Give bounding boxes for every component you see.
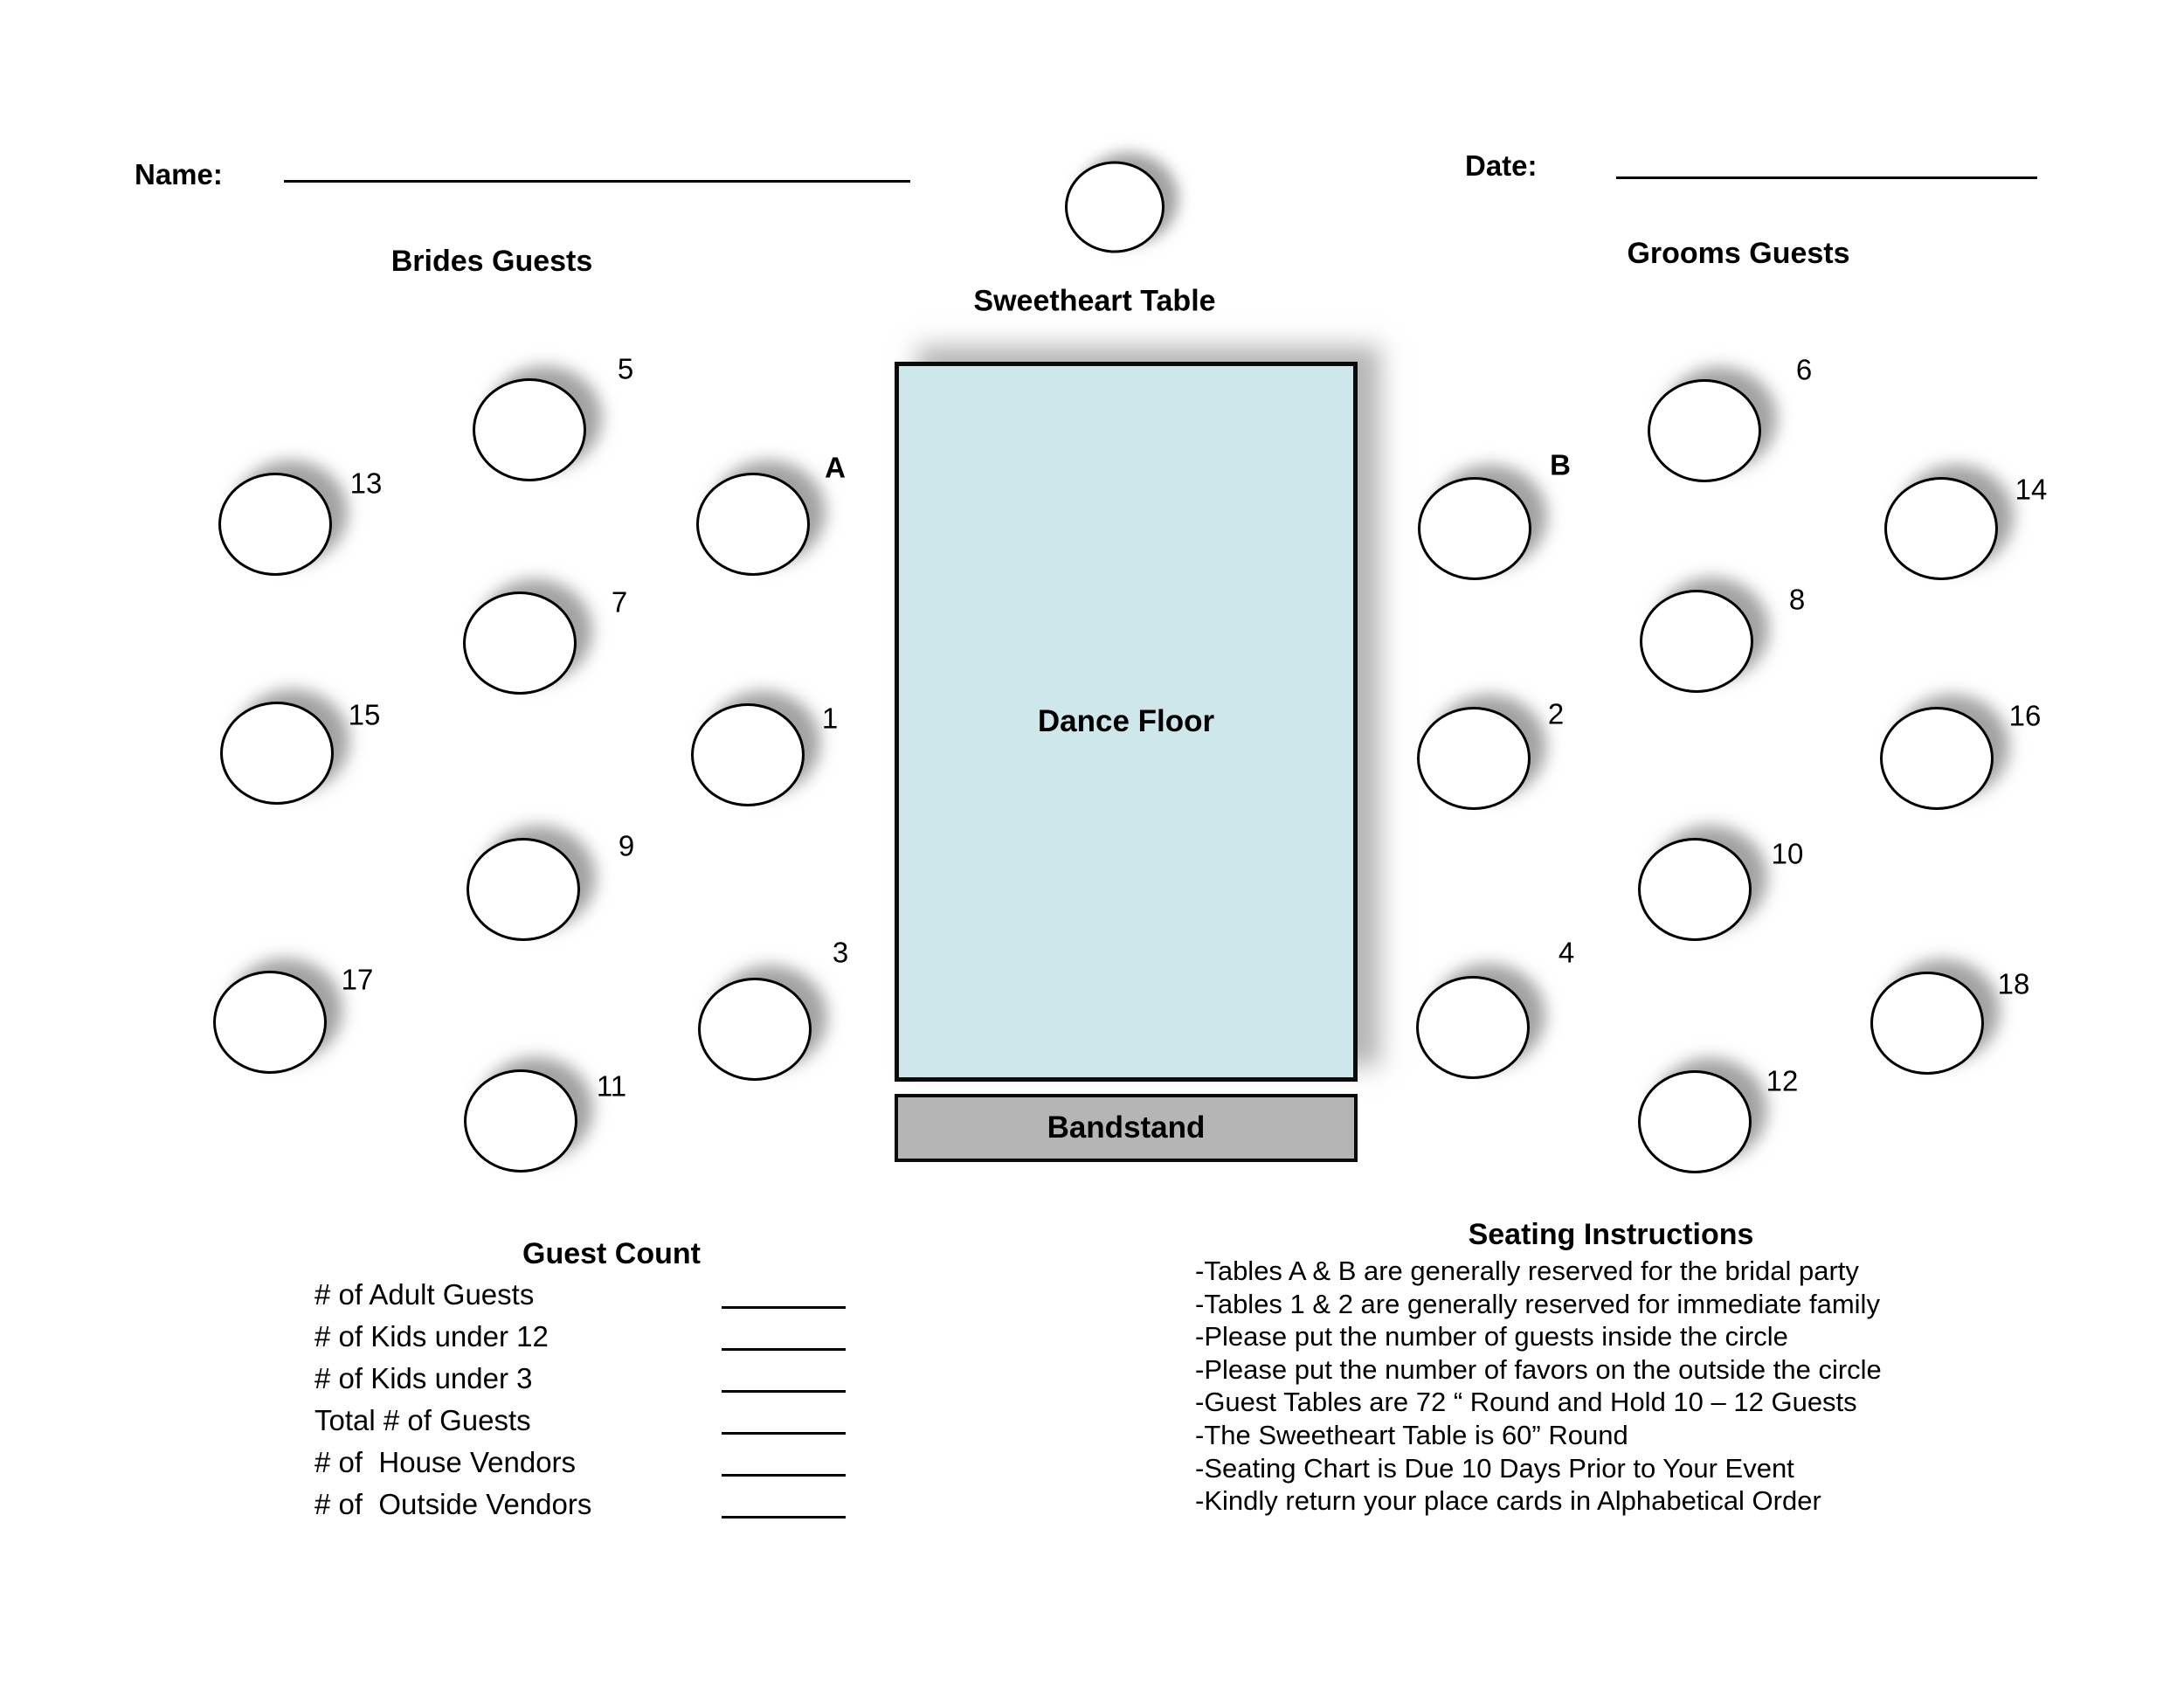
guest-table-circle-12[interactable] (1638, 1070, 1752, 1173)
table-label-18: 18 (1997, 967, 2030, 1000)
guest-table-circle-13[interactable] (218, 473, 332, 576)
guest-table-circle-4[interactable] (1416, 976, 1530, 1079)
bandstand-label: Bandstand (1047, 1110, 1206, 1145)
guest-count-row (314, 1400, 909, 1442)
guest-table-circle-11[interactable] (464, 1069, 577, 1173)
name-label: Name: (135, 158, 223, 190)
guest-count-row-label: # of Outside Vendors (314, 1488, 592, 1520)
guest-table-circle-1[interactable] (691, 703, 805, 806)
sweetheart-table-label: Sweetheart Table (973, 284, 1216, 318)
guest-count-blank-line[interactable] (722, 1348, 846, 1351)
guest-count-title: Guest Count (522, 1237, 701, 1270)
table-label-3: 3 (832, 936, 849, 969)
guest-table-circle-3[interactable] (698, 978, 812, 1081)
dance-floor-label: Dance Floor (1037, 704, 1215, 738)
table-label-16: 16 (2008, 699, 2042, 732)
guest-count-row-label: # of Adult Guests (314, 1278, 535, 1311)
table-label-8: 8 (1788, 583, 1806, 616)
guest-count-row-label: # of House Vendors (314, 1446, 577, 1478)
guest-table-circle-10[interactable] (1638, 838, 1752, 941)
name-input-line[interactable] (284, 180, 910, 183)
guest-count-blank-line[interactable] (722, 1474, 846, 1477)
guest-count-row-label: Total # of Guests (314, 1404, 531, 1436)
table-label-6: 6 (1795, 353, 1813, 386)
seating-instructions-title: Seating Instructions (1468, 1218, 1754, 1251)
grooms-guests-header: Grooms Guests (1627, 237, 1850, 270)
table-label-A: A (825, 451, 846, 484)
seating-instruction-line: -Tables A & B are generally reserved for the bridal party (1195, 1256, 1859, 1286)
guest-count-row-label: # of Kids under 3 (314, 1362, 533, 1394)
guest-table-circle-17[interactable] (213, 971, 327, 1074)
date-label: Date: (1465, 149, 1538, 182)
guest-count-rows (314, 1274, 909, 1525)
seating-instruction-line: -The Sweetheart Table is 60” Round (1195, 1419, 1628, 1450)
table-label-B: B (1550, 448, 1571, 481)
table-label-14: 14 (2015, 473, 2048, 506)
guest-table-circle-16[interactable] (1880, 707, 1994, 810)
seating-instruction-line: -Kindly return your place cards in Alphabetical Order (1195, 1485, 1821, 1517)
table-label-13: 13 (349, 467, 383, 500)
guest-count-blank-line[interactable] (722, 1390, 846, 1393)
guest-count-row (314, 1484, 909, 1525)
table-label-12: 12 (1766, 1064, 1799, 1097)
seating-instructions-lines (1195, 1255, 2027, 1518)
table-label-4: 4 (1558, 936, 1575, 969)
seating-instruction-line: -Please put the number of guests inside the circle (1195, 1321, 1788, 1352)
guest-count-row (314, 1442, 909, 1484)
guest-table-circle-2[interactable] (1417, 707, 1531, 810)
guest-count-row (314, 1316, 909, 1358)
guest-table-circle-7[interactable] (463, 591, 577, 695)
guest-count-row (314, 1274, 909, 1316)
guest-count-blank-line[interactable] (722, 1432, 846, 1435)
guest-count-row (314, 1358, 909, 1400)
guest-table-circle-6[interactable] (1648, 379, 1761, 482)
guest-table-circle-9[interactable] (467, 838, 580, 941)
table-label-9: 9 (618, 829, 635, 862)
seating-instruction-line: -Seating Chart is Due 10 Days Prior to Your Event (1195, 1452, 1794, 1484)
guest-table-circle-15[interactable] (220, 702, 334, 805)
table-label-15: 15 (348, 698, 381, 731)
table-label-11: 11 (596, 1069, 627, 1103)
seating-instruction-line: -Guest Tables are 72 “ Round and Hold 10 – 12 Guests (1195, 1387, 1857, 1418)
guest-count-blank-line[interactable] (722, 1306, 846, 1309)
table-label-1: 1 (821, 702, 839, 735)
guest-count-blank-line[interactable] (722, 1516, 846, 1519)
seating-instruction-line: -Tables 1 & 2 are generally reserved for immediate family (1195, 1288, 1880, 1319)
table-label-7: 7 (611, 585, 628, 619)
guest-table-circle-18[interactable] (1870, 972, 1984, 1075)
guest-table-circle-5[interactable] (473, 378, 586, 481)
sweetheart-table-circle[interactable] (1065, 162, 1165, 253)
seating-instruction-line: -Please put the number of favors on the outside the circle (1195, 1353, 1882, 1385)
bandstand (895, 1094, 1358, 1162)
seating-instructions-section (1195, 1214, 2027, 1518)
date-input-line[interactable] (1616, 176, 2037, 179)
guest-count-section (314, 1234, 909, 1525)
dance-floor (895, 362, 1358, 1082)
guest-table-circle-B[interactable] (1418, 477, 1531, 580)
guest-table-circle-14[interactable] (1884, 477, 1998, 580)
guest-count-row-label: # of Kids under 12 (314, 1320, 549, 1352)
table-label-2: 2 (1547, 697, 1565, 730)
table-label-5: 5 (617, 352, 634, 385)
table-label-10: 10 (1771, 837, 1804, 870)
brides-guests-header: Brides Guests (390, 245, 593, 278)
guest-table-circle-8[interactable] (1640, 590, 1753, 693)
table-label-17: 17 (341, 963, 374, 996)
guest-table-circle-A[interactable] (696, 473, 810, 576)
